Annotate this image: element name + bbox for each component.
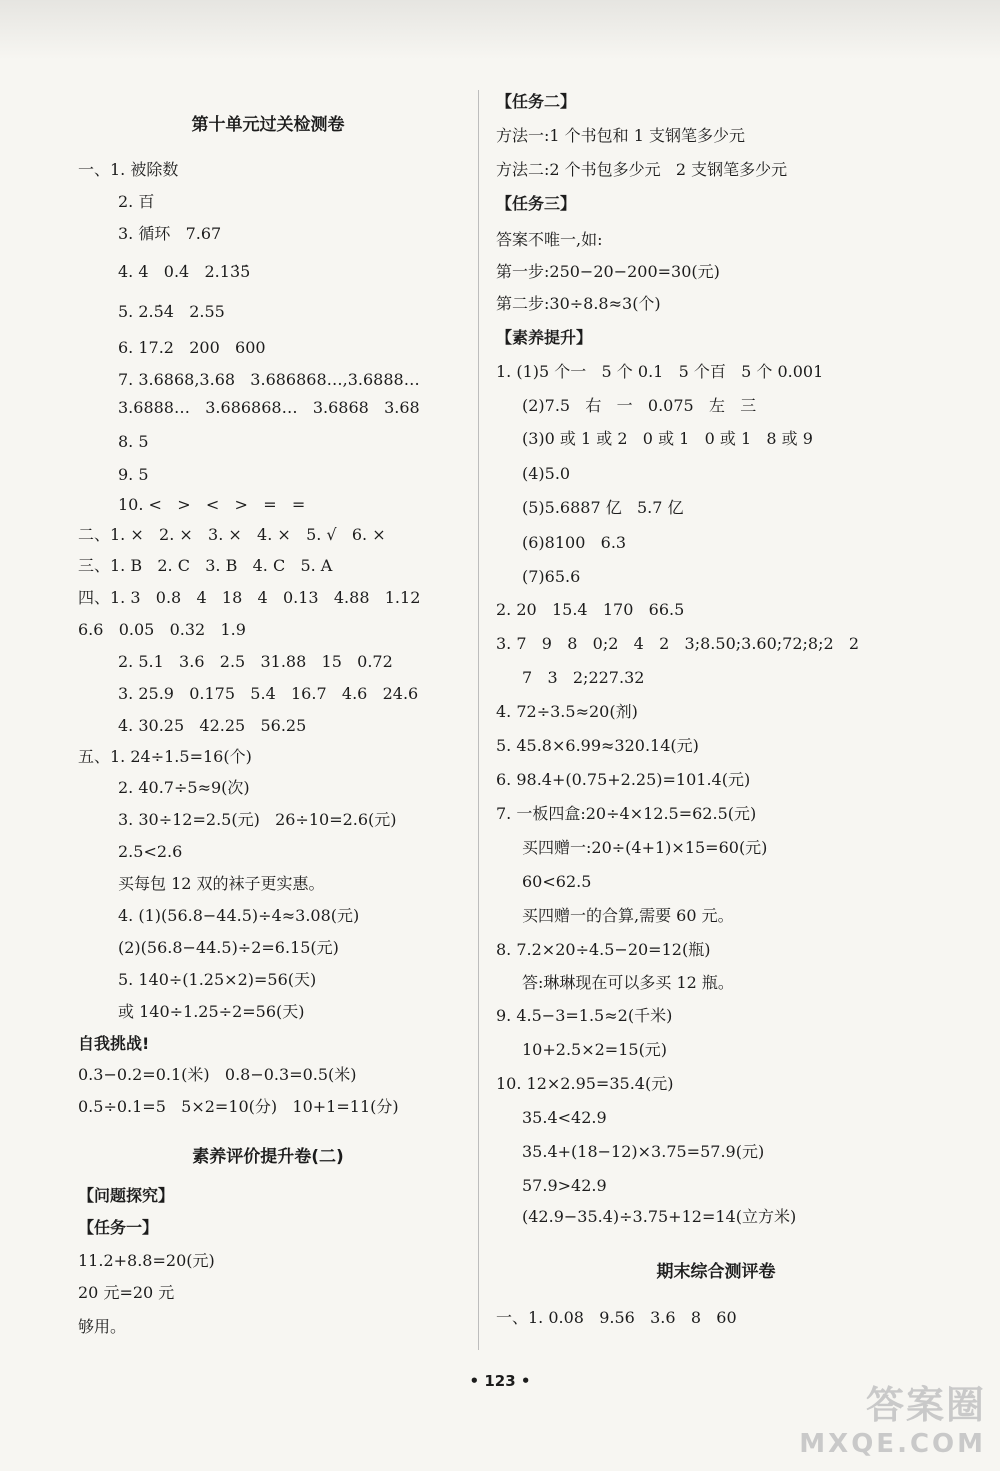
answer-line: 四、1. 3 0.8 4 18 4 0.13 4.88 1.12: [78, 588, 421, 607]
answer-line: 8. 5: [118, 432, 149, 451]
answer-line: 20 元=20 元: [78, 1283, 175, 1302]
answer-line: 8. 7.2×20÷4.5−20=12(瓶): [496, 940, 711, 959]
answer-line: 7. 3.6868,3.68 3.686868…,3.6888…: [118, 370, 420, 389]
answer-line: 4. 30.25 42.25 56.25: [118, 716, 307, 735]
column-divider: [478, 90, 479, 1350]
answer-line: (6)8100 6.3: [522, 533, 627, 552]
answer-line: 三、1. B 2. C 3. B 4. C 5. A: [78, 556, 333, 575]
answer-line: 3. 循环 7.67: [118, 224, 222, 243]
answer-line: 3. 30÷12=2.5(元) 26÷10=2.6(元): [118, 810, 397, 829]
bracket-heading: 【任务一】: [78, 1218, 159, 1237]
answer-line: 2.5<2.6: [118, 842, 183, 861]
answer-line: 6.6 0.05 0.32 1.9: [78, 620, 246, 639]
bracket-heading: 【任务三】: [496, 194, 577, 213]
answer-line: (2)(56.8−44.5)÷2=6.15(元): [118, 938, 339, 957]
section-title-final-exam: 期末综合测评卷: [656, 1262, 776, 1282]
answer-line: 0.5÷0.1=5 5×2=10(分) 10+1=11(分): [78, 1097, 399, 1116]
section-title-assessment2: 素养评价提升卷(二): [192, 1147, 344, 1167]
answer-line: 11.2+8.8=20(元): [78, 1251, 215, 1270]
answer-line: 方法一:1 个书包和 1 支钢笔多少元: [496, 126, 746, 145]
answer-line: 10. < > < > = =: [118, 495, 306, 514]
answer-line: 第二步:30÷8.8≈3(个): [496, 294, 661, 313]
answer-line: 买四赠一的合算,需要 60 元。: [522, 906, 734, 925]
answer-line: 2. 20 15.4 170 66.5: [496, 600, 685, 619]
answer-line: 5. 2.5̇4̇ 2.55: [118, 302, 225, 321]
answer-line: 9. 5: [118, 465, 149, 484]
answer-line: (5)5.6887 亿 5.7 亿: [522, 498, 684, 517]
answer-line: 7. 一板四盒:20÷4×12.5=62.5(元): [496, 804, 757, 823]
answer-line: 答案不唯一,如:: [496, 230, 603, 249]
answer-line: 4. 72÷3.5≈20(剂): [496, 702, 638, 721]
answer-line: 买每包 12 双的袜子更实惠。: [118, 874, 325, 893]
answer-line: 9. 4.5−3=1.5≈2(千米): [496, 1006, 673, 1025]
answer-line: 10. 12×2.95=35.4(元): [496, 1074, 674, 1093]
answer-line: (3)0 或 1 或 2 0 或 1 0 或 1 8 或 9: [522, 429, 813, 448]
answer-line: 二、1. × 2. × 3. × 4. × 5. √ 6. ×: [78, 525, 386, 544]
answer-line: 五、1. 24÷1.5=16(个): [78, 747, 252, 766]
answer-line: 2. 5.1 3.6 2.5 31.88 15 0.72: [118, 652, 393, 671]
answer-line: 4. (1)(56.8−44.5)÷4≈3.08(元): [118, 906, 360, 925]
answer-line: 35.4+(18−12)×3.75=57.9(元): [522, 1142, 765, 1161]
answer-line: 一、1. 0.08 9.56 3.6 8 60: [496, 1308, 737, 1327]
answer-line: 3. 25.9 0.175 5.4 16.7 4.6 24.6: [118, 684, 419, 703]
bracket-heading: 【素养提升】: [496, 328, 593, 347]
watermark-logo: [799, 1374, 986, 1459]
answer-line: 买四赠一:20÷(4+1)×15=60(元): [522, 838, 768, 857]
answer-line: (42.9−35.4)÷3.75+12=14(立方米): [522, 1207, 797, 1226]
page-number: • 123 •: [469, 1372, 531, 1390]
answer-line: (2)7.5 右 一 0.075 左 三: [522, 396, 757, 415]
answer-line: 一、1. 被除数: [78, 160, 179, 179]
answer-line: 2. 40.7÷5≈9(次): [118, 778, 250, 797]
answer-line: 7 3 2;227.32: [522, 668, 645, 687]
answer-line: 6. 17.2 200 600: [118, 338, 266, 357]
answer-line: (4)5.0: [522, 464, 571, 483]
section-title-unit10: 第十单元过关检测卷: [191, 115, 345, 135]
answer-line: 57.9>42.9: [522, 1176, 607, 1195]
answer-line: 35.4<42.9: [522, 1108, 607, 1127]
answer-line: 0.3−0.2=0.1(米) 0.8−0.3=0.5(米): [78, 1065, 357, 1084]
watermark-url: MXQE.COM: [799, 1429, 986, 1459]
page-top-shade: [0, 0, 1000, 60]
answer-line: 6. 98.4+(0.75+2.25)=101.4(元): [496, 770, 751, 789]
answer-line: 方法二:2 个书包多少元 2 支钢笔多少元: [496, 160, 788, 179]
answer-line: 或 140÷1.25÷2=56(天): [118, 1002, 305, 1021]
bracket-heading: 【问题探究】: [78, 1186, 175, 1205]
answer-line: 3.6888… 3.686868… 3.6868 3.68: [118, 398, 420, 417]
answer-line: 4. 4 0.4̇ 2.13̇5̇: [118, 262, 251, 281]
answer-line: 3. 7 9 8 0;2 4 2 3;8.50;3.60;72;8;2 2: [496, 634, 860, 653]
answer-line: 60<62.5: [522, 872, 592, 891]
answer-line: 5. 140÷(1.25×2)=56(天): [118, 970, 317, 989]
answer-line: 10+2.5×2=15(元): [522, 1040, 668, 1059]
watermark-text: 答案圈: [865, 1383, 986, 1427]
answer-line: 5. 45.8×6.99≈320.14(元): [496, 736, 699, 755]
bracket-heading: 【任务二】: [496, 92, 577, 111]
challenge-heading: 自我挑战!: [78, 1034, 150, 1053]
answer-line: (7)65.6: [522, 567, 581, 586]
answer-line: 第一步:250−20−200=30(元): [496, 262, 720, 281]
answer-line: 1. (1)5 个一 5 个 0.1 5 个百 5 个 0.001: [496, 362, 824, 381]
answer-line: 2. 百: [118, 192, 155, 211]
answer-line: 够用。: [78, 1317, 127, 1336]
answer-line: 答:琳琳现在可以多买 12 瓶。: [522, 973, 734, 992]
